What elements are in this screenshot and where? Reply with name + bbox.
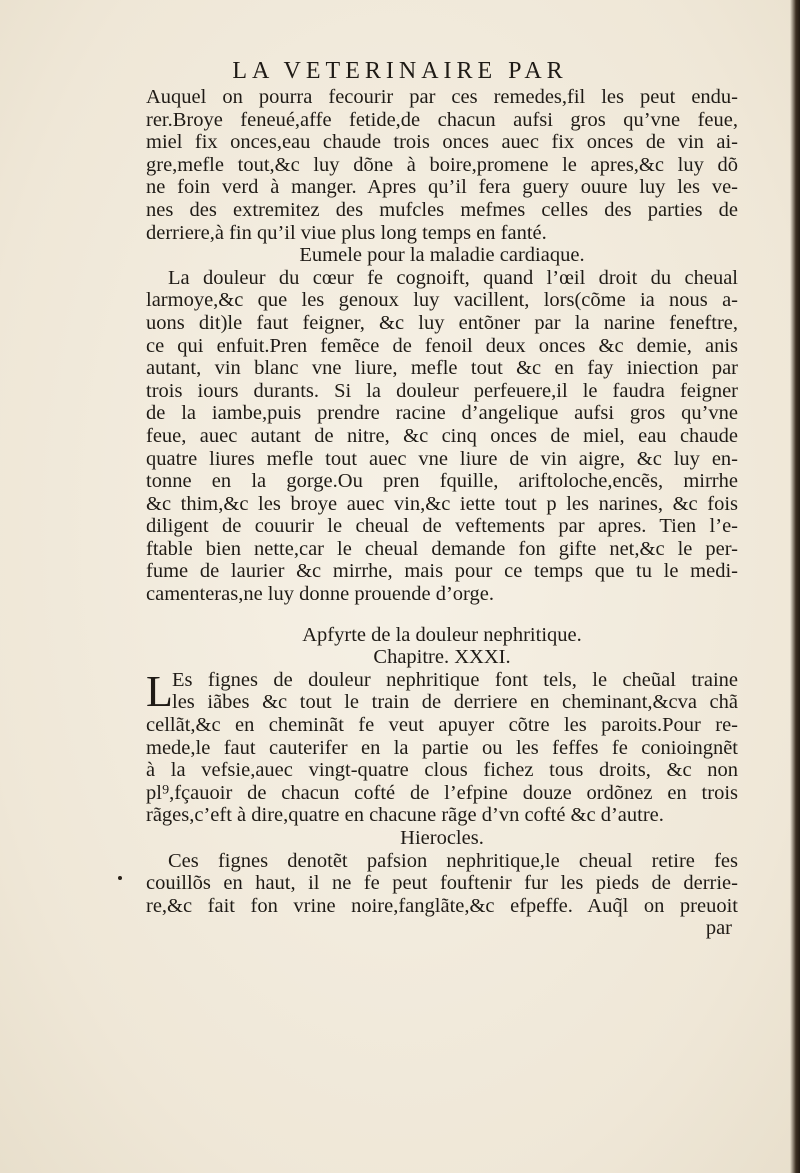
text-line: de la iambe,puis prendre racine d’angelique aufsi gros qu’vne [146, 402, 738, 425]
text-line: cellãt,&c en cheminãt fe veut apuyer cõtre les paroits.Pour re- [146, 714, 738, 737]
text-line: pl⁹,fçauoir de chacun cofté de l’efpine douze ordõnez en trois [146, 781, 738, 804]
catchword: par [705, 917, 732, 940]
text-line: re,&c fait fon vrine noire,fanglãte,&c efpeffe. Auq̃l on preuoit [146, 894, 738, 917]
text-line: mede,le faut cauterifer en la partie ou les feffes fe conioingnẽt [146, 736, 738, 759]
text-line: gre,mefle tout,&c luy dõne à boire,promene le apres,&c luy dõ [146, 153, 738, 176]
text-line: La douleur du cœur fe cognoift, quand l’œil droit du cheual [168, 266, 738, 289]
text-line: couillõs en haut, il ne fe peut fouftenir fur les pieds de derrie- [146, 872, 738, 895]
text-line: feue, auec autant de nitre, &c cinq onces de miel, eau chaude [146, 424, 738, 447]
section-heading: Eumele pour la maladie cardiaque. [299, 244, 585, 267]
paragraph-3 [146, 666, 738, 716]
text-line: ftable bien nette,car le cheual demande fon gifte net,&c le per- [146, 537, 738, 560]
text-line: trois iours durants. Si la douleur perfeuere,il le faudra feigner [146, 379, 738, 402]
text-line: autant, vin blanc vne liure, mefle tout &c en fay iniection par [146, 357, 738, 380]
running-header: LA VETERINAIRE PAR [232, 58, 568, 84]
paragraph-4 [146, 850, 738, 918]
text-line: quatre liures mefle tout auec vne liure de vin aigre, &c luy en- [146, 447, 738, 470]
page-edge-shadow [790, 0, 800, 1173]
text-line: Ces fignes denotẽt pafsion nephritique,le cheual retire fes [168, 849, 738, 872]
text-line: à la vefsie,auec vingt-quatre clous fichez tous droits, &c non [146, 759, 738, 782]
text-line: ce qui enfuit.Pren femẽce de fenoil deux onces &c demie, anis [146, 334, 738, 357]
paragraph-1 [146, 86, 738, 244]
text-line: uons dit)le faut feigner, &c luy entõner par la narine feneftre, [146, 311, 738, 334]
text-line: rãges,c’eft à dire,quatre en chacune rãge d’vn cofté &c d’autre. [146, 804, 664, 827]
paragraph-2 [146, 267, 738, 606]
text-line: &c thim,&c les broye auec vin,&c iette tout p les narines, &c fois [146, 492, 738, 515]
text-line: tonne en la gorge.Ou pren fquille, ariftoloche,encẽs, mirrhe [146, 470, 738, 493]
text-line: camenteras,ne luy donne prouende d’orge. [146, 583, 494, 606]
text-line: ne foin verd à manger. Apres qu’il fera guery ouure luy les ve- [146, 176, 738, 199]
drop-cap: L [146, 666, 173, 716]
text-line: diligent de couurir le cheual de veftements par apres. Tien l’e- [146, 515, 738, 538]
chapter-heading: Chapitre. XXXI. [373, 646, 511, 669]
text-line: rer.Broye feneué,affe fetide,de chacun aufsi gros qu’vne feue, [146, 108, 738, 131]
text-line: miel fix onces,eau chaude trois onces auec fix onces de vin ai- [146, 131, 738, 154]
text-line: larmoye,&c que les genoux luy vacillent, lors(cõme ia nous a- [146, 289, 738, 312]
text-line: Es fignes de douleur nephritique font tels, le cheũal traine [172, 668, 738, 691]
section-heading: Hierocles. [400, 827, 484, 849]
text-block [146, 86, 738, 940]
section-heading: Apfyrte de la douleur nephritique. [302, 623, 582, 646]
text-line: Auquel on pourra fecourir par ces remedes,fil les peut endu- [146, 86, 738, 108]
text-line: les iãbes &c tout le train de derriere en cheminant,&cva chã [172, 691, 738, 714]
text-line: derriere,à fin qu’il viue plus long temps en fanté. [146, 221, 547, 244]
text-line: nes des extremitez des mufcles mefmes celles des parties de [146, 198, 738, 221]
ink-speck [118, 876, 122, 880]
paragraph-3-continued [146, 714, 738, 827]
text-line: fume de laurier &c mirrhe, mais pour ce temps que tu le medi- [146, 560, 738, 583]
